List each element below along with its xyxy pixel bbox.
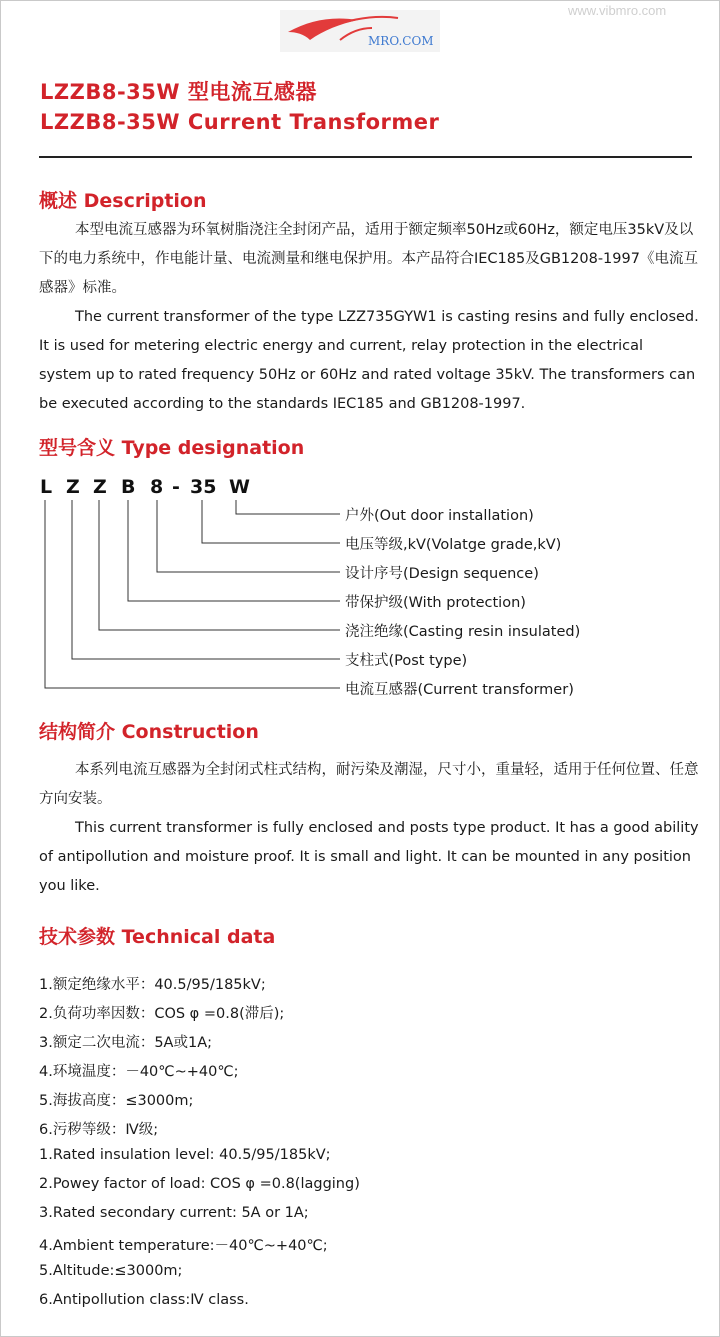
code-char-dash: -: [172, 476, 180, 498]
construction-cn: 本系列电流互感器为全封闭式柱式结构，耐污染及潮湿，尺寸小，重量轻，适用于任何位置、任意方向安装。: [39, 762, 699, 807]
line-35: [202, 500, 340, 543]
construction-heading: 结构简介 Construction: [39, 721, 259, 743]
code-char-8: 8: [150, 476, 164, 498]
line-z2: [99, 500, 340, 630]
construction-en: This current transformer is fully enclosed and posts type product. It has a good ability of antipollution and moisture proof. It is small and light. It can be mounted in any position you like.: [39, 820, 699, 894]
tech-item: 1.Rated insulation level: 40.5/95/185kV;: [39, 1147, 331, 1163]
designation-label-casting: 浇注绝缘(Casting resin insulated): [345, 624, 581, 640]
designation-label-design: 设计序号(Design sequence): [345, 566, 539, 582]
description-heading: 概述 Description: [39, 190, 207, 212]
line-8: [157, 500, 340, 572]
tech-item: 6.Antipollution class:Ⅳ class.: [39, 1292, 249, 1308]
tech-item: 3.Rated secondary current: 5A or 1A;: [39, 1205, 309, 1221]
tech-item: 4.Ambient temperature:－40℃~+40℃;: [39, 1238, 328, 1254]
tech-item: 5.Altitude:≤3000m;: [39, 1263, 183, 1279]
code-char-35: 35: [190, 476, 217, 498]
tech-item: 3.额定二次电流：5A或1A;: [39, 1035, 213, 1051]
designation-label-voltage: 电压等级,kV(Volatge grade,kV): [345, 537, 562, 553]
tech-item: 1.额定绝缘水平：40.5/95/185kV;: [39, 977, 266, 993]
tech-item: 2.Powey factor of load: COS φ =0.8(lagging): [39, 1176, 360, 1192]
logo-text: MRO.COM: [368, 34, 434, 48]
construction-text: [39, 756, 699, 901]
line-w: [236, 500, 340, 514]
tech-item: 6.污秽等级：Ⅳ级;: [39, 1122, 159, 1138]
line-b: [128, 500, 340, 601]
designation-label-outdoor: 户外(Out door installation): [345, 508, 534, 524]
title-en: LZZB8-35W Current Transformer: [40, 110, 440, 134]
designation-label-ct: 电流互感器(Current transformer): [345, 682, 574, 698]
technical-heading: 技术参数 Technical data: [39, 926, 276, 948]
line-z1: [72, 500, 340, 659]
tech-item: 2.负荷功率因数：COS φ =0.8(滞后);: [39, 1006, 285, 1022]
tech-item: 5.海拔高度：≤3000m;: [39, 1093, 194, 1109]
description-en: The current transformer of the type LZZ735GYW1 is casting resins and fully enclosed. It is used for metering electric energy and current, relay protection in the electrical system up to rated frequency 50Hz or 60Hz and rated voltage 35kV. The transformers can be executed according to the standards IEC185 and GB1208-1997.: [39, 309, 699, 412]
code-char-l: L: [40, 476, 53, 498]
type-designation-heading: 型号含义 Type designation: [39, 437, 305, 459]
code-char-z1: Z: [66, 476, 80, 498]
title-cn: LZZB8-35W 型电流互感器: [40, 80, 317, 104]
designation-label-protection: 带保护级(With protection): [345, 595, 526, 611]
code-char-w: W: [229, 476, 250, 498]
description-cn: 本型电流互感器为环氧树脂浇注全封闭产品，适用于额定频率50Hz或60Hz，额定电压35kV及以下的电力系统中，作电能计量、电流测量和继电保护用。本产品符合IEC185及GB1208-1997《电流互感器》标准。: [39, 222, 698, 296]
code-char-z2: Z: [93, 476, 107, 498]
watermark: www.vibmro.com: [568, 3, 667, 18]
line-l: [45, 500, 340, 688]
code-char-b: B: [121, 476, 136, 498]
designation-label-post: 支柱式(Post type): [345, 653, 468, 669]
tech-item: 4.环境温度：－40℃~+40℃;: [39, 1064, 239, 1080]
